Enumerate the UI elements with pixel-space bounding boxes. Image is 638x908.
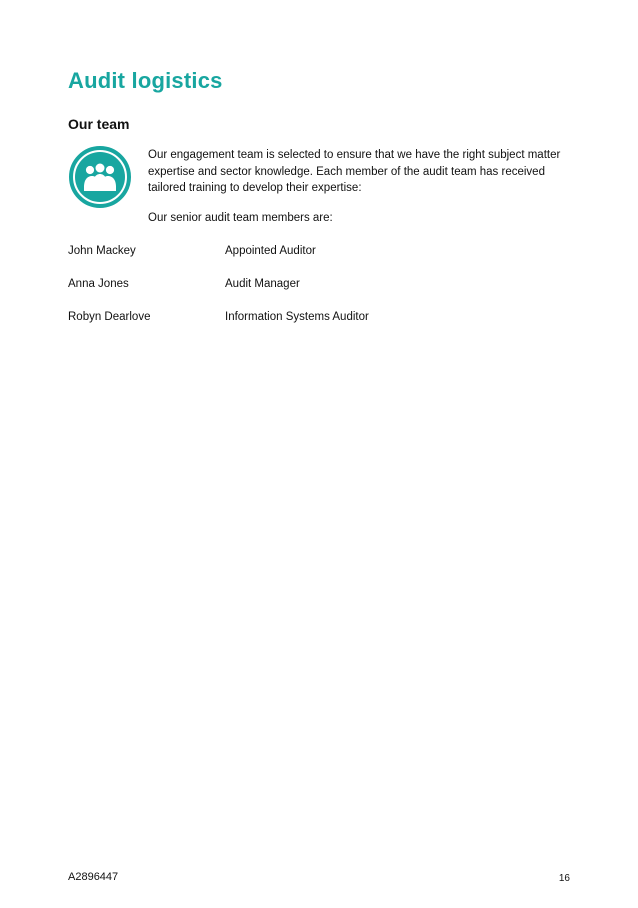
team-member-row [68,276,568,309]
senior-members-intro: Our senior audit team members are: [148,212,333,224]
section-heading: Our team [68,116,130,132]
page-number: 16 [558,873,570,884]
member-name: Robyn Dearlove [68,311,151,323]
document-reference: A2896447 [68,871,119,883]
page-title: Audit logistics [68,68,223,93]
member-role: Appointed Auditor [225,245,316,257]
team-members-list [68,243,568,342]
member-role: Audit Manager [225,278,300,290]
intro-paragraph: Our engagement team is selected to ensure that we have the right subject matter expertise and sector knowledge. Each member of the audit team has received tailored training to develop their expertise: [148,149,561,194]
team-member-row [68,309,568,342]
team-icon [68,145,132,209]
team-member-row [68,243,568,276]
member-name: John Mackey [68,245,136,257]
member-name: Anna Jones [68,278,129,290]
member-role: Information Systems Auditor [225,311,369,323]
